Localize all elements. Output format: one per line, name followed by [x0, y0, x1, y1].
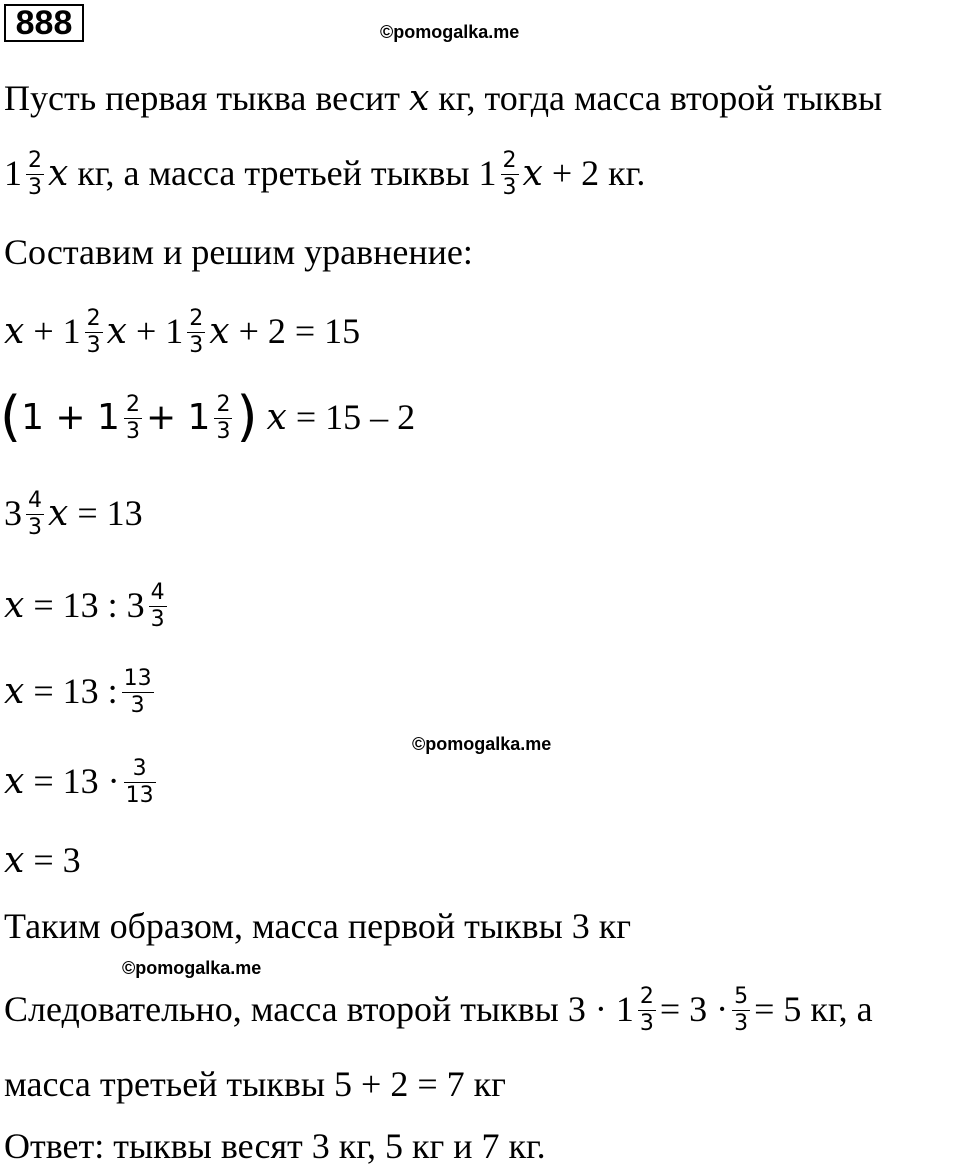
conclusion-line-3: масса третьей тыквы 5 + 2 = 7 кг: [4, 1064, 506, 1104]
fraction: $\frac{4}{3}$: [150, 580, 165, 632]
equation-5: x = 13 : $\frac{13}{3}$: [4, 666, 152, 718]
answer-line: Ответ: тыквы весят 3 кг, 5 кг и 7 кг.: [4, 1126, 546, 1166]
problem-number: 888: [4, 4, 84, 42]
fraction: $\frac{2}{3}$: [216, 392, 231, 444]
fraction: $\frac{4}{3}$: [28, 488, 42, 540]
fraction: $\frac{2}{3}$: [639, 984, 654, 1036]
watermark-middle: ©pomogalka.me: [412, 734, 552, 754]
equation-2: (1 + 1 $\frac{2}{3}$ + 1 $\frac{2}{3}$ ) x = 15 – 2: [0, 384, 416, 448]
fraction: $\frac{3}{13}$: [125, 756, 154, 808]
fraction: $\frac{13}{3}$: [123, 666, 152, 718]
fraction: $\frac{2}{3}$: [86, 306, 101, 358]
fraction: $\frac{2}{3}$: [28, 148, 42, 200]
fraction: $\frac{5}{3}$: [734, 984, 749, 1036]
watermark-top: ©pomogalka.me: [380, 22, 520, 42]
equation-1: x + 1 $\frac{2}{3}$ x + 1 $\frac{2}{3}$ x + 2 = 15: [4, 306, 361, 358]
equation-3: 3 $\frac{4}{3}$ x = 13: [4, 488, 143, 540]
intro-line-2: 1 $\frac{2}{3}$ x кг, а масса третьей тыквы 1 $\frac{2}{3}$ x + 2 кг.: [4, 148, 646, 200]
conclusion-line-1: Таким образом, масса первой тыквы 3 кг: [4, 906, 632, 946]
fraction: $\frac{2}{3}$: [189, 306, 204, 358]
equation-6: x = 13 · $\frac{3}{13}$: [4, 756, 154, 808]
fraction: $\frac{2}{3}$: [125, 392, 140, 444]
intro-line-1: Пусть первая тыква весит x кг, тогда масса второй тыквы: [4, 78, 883, 119]
equation-intro: Составим и решим уравнение:: [4, 232, 473, 272]
equation-7: x = 3: [4, 840, 81, 881]
watermark-bottom: ©pomogalka.me: [122, 958, 262, 978]
conclusion-line-2: Следовательно, масса второй тыквы 3 · 1 $\frac{2}{3}$ = 3 · $\frac{5}{3}$ = 5 кг, а: [4, 984, 873, 1036]
equation-4: x = 13 : 3 $\frac{4}{3}$: [4, 580, 165, 632]
fraction: $\frac{2}{3}$: [502, 148, 517, 200]
